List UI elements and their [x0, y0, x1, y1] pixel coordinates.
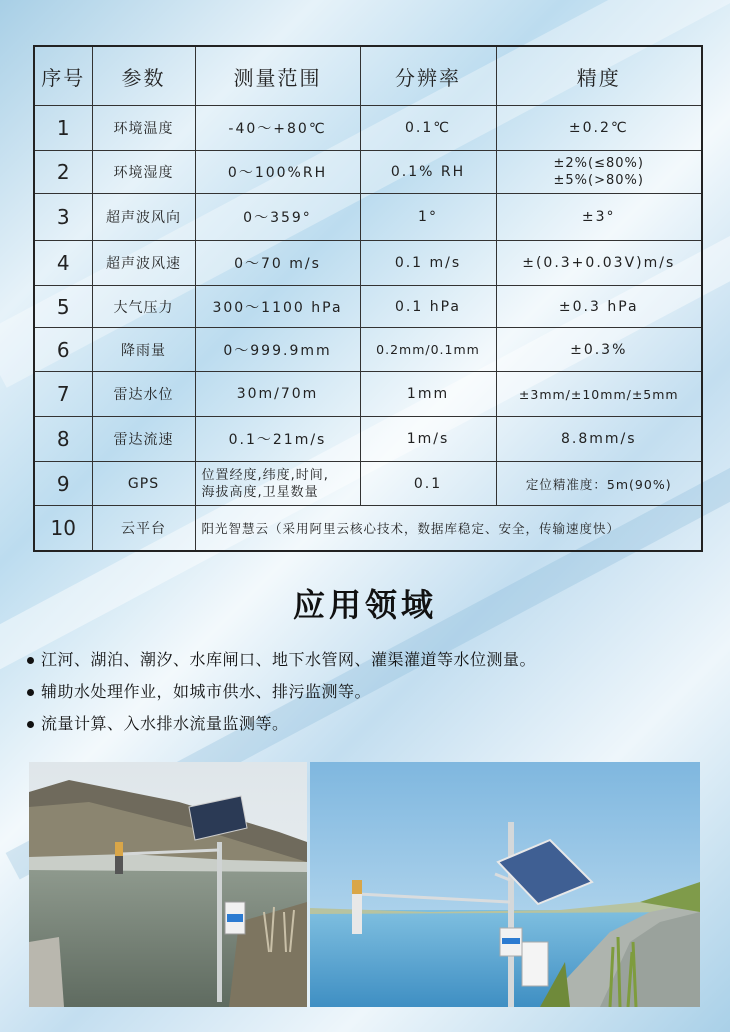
- bullet-icon: [27, 657, 34, 664]
- row-resolution: 0.1: [360, 462, 496, 506]
- range-line-1: 位置经度,纬度,时间,: [201, 467, 329, 483]
- list-item: [27, 708, 536, 740]
- table-row: [34, 462, 702, 506]
- row-param: GPS: [92, 462, 195, 506]
- row-resolution: 0.1% RH: [360, 151, 496, 194]
- row-no: 9: [34, 462, 92, 506]
- row-no: 1: [34, 106, 92, 151]
- row-accuracy: ±(0.3+0.03V)m/s: [496, 241, 702, 286]
- section-title: 应用领域: [292, 586, 437, 624]
- row-param: 云平台: [92, 506, 195, 551]
- row-accuracy: ±3mm/±10mm/±5mm: [496, 372, 702, 417]
- row-no: 8: [34, 417, 92, 462]
- row-resolution: 0.1 m/s: [360, 241, 496, 286]
- table-row: [34, 194, 702, 241]
- row-param: 雷达水位: [92, 372, 195, 417]
- row-range: 0～999.9mm: [195, 328, 360, 372]
- row-no: 5: [34, 286, 92, 328]
- row-accuracy: [496, 151, 702, 194]
- row-resolution: 1°: [360, 194, 496, 241]
- row-no: 3: [34, 194, 92, 241]
- row-resolution: 1m/s: [360, 417, 496, 462]
- row-param: 降雨量: [92, 328, 195, 372]
- row-no: 7: [34, 372, 92, 417]
- row-accuracy: ±3°: [496, 194, 702, 241]
- accuracy-line-1: ±2%(≤80%): [553, 156, 644, 171]
- accuracy-line-2: ±5%(>80%): [553, 173, 644, 188]
- spec-table: [33, 45, 703, 552]
- row-range: -40～+80℃: [195, 106, 360, 151]
- row-range: 300～1100 hPa: [195, 286, 360, 328]
- row-no: 2: [34, 151, 92, 194]
- table-header-row: [34, 46, 702, 106]
- header-accuracy: 精度: [496, 46, 702, 106]
- row-range: 0.1～21m/s: [195, 417, 360, 462]
- table-row: [34, 328, 702, 372]
- site-photo-river: [310, 762, 700, 1007]
- list-item: [27, 644, 536, 676]
- row-accuracy: ±0.2℃: [496, 106, 702, 151]
- row-param: 环境湿度: [92, 151, 195, 194]
- table-row: [34, 372, 702, 417]
- row-range: 0～70 m/s: [195, 241, 360, 286]
- row-range: [195, 462, 360, 506]
- row-param: 超声波风向: [92, 194, 195, 241]
- row-resolution: 0.1 hPa: [360, 286, 496, 328]
- row-accuracy: 定位精准度：5m(90%): [496, 462, 702, 506]
- row-range: 30m/70m: [195, 372, 360, 417]
- row-no: 6: [34, 328, 92, 372]
- table-row: [34, 106, 702, 151]
- row-accuracy: ±0.3%: [496, 328, 702, 372]
- bullet-icon: [27, 721, 34, 728]
- list-item: [27, 676, 536, 708]
- table-row: [34, 506, 702, 551]
- site-photo-lake: [29, 762, 307, 1007]
- row-no: 4: [34, 241, 92, 286]
- row-accuracy: 8.8mm/s: [496, 417, 702, 462]
- header-range: 测量范围: [195, 46, 360, 106]
- range-line-2: 海拔高度,卫星数量: [201, 484, 319, 500]
- table-row: [34, 241, 702, 286]
- row-cloud-description: 阳光智慧云（采用阿里云核心技术，数据库稳定、安全，传输速度快）: [195, 506, 702, 551]
- row-param: 超声波风速: [92, 241, 195, 286]
- list-item-text: 江河、湖泊、潮汐、水库闸口、地下水管网、灌渠灌道等水位测量。: [41, 650, 537, 669]
- row-resolution: 0.2mm/0.1mm: [360, 328, 496, 372]
- row-param: 大气压力: [92, 286, 195, 328]
- header-no: 序号: [34, 46, 92, 106]
- bullet-icon: [27, 689, 34, 696]
- header-resolution: 分辨率: [360, 46, 496, 106]
- row-param: 雷达流速: [92, 417, 195, 462]
- row-resolution: 1mm: [360, 372, 496, 417]
- row-range: 0～359°: [195, 194, 360, 241]
- row-no: 10: [34, 506, 92, 551]
- application-list: [27, 644, 536, 740]
- row-resolution: 0.1℃: [360, 106, 496, 151]
- table-row: [34, 417, 702, 462]
- row-range: 0～100%RH: [195, 151, 360, 194]
- row-param: 环境温度: [92, 106, 195, 151]
- table-row: [34, 286, 702, 328]
- list-item-text: 辅助水处理作业，如城市供水、排污监测等。: [41, 682, 372, 701]
- list-item-text: 流量计算、入水排水流量监测等。: [41, 714, 289, 733]
- row-accuracy: ±0.3 hPa: [496, 286, 702, 328]
- header-param: 参数: [92, 46, 195, 106]
- table-row: [34, 151, 702, 194]
